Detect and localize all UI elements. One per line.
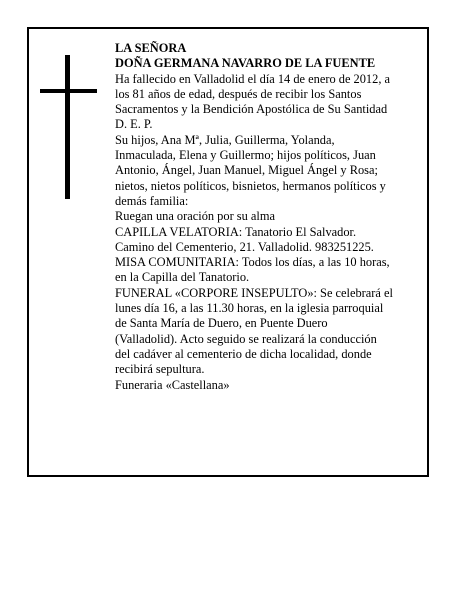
body-line: Funeraria «Castellana»: [115, 377, 230, 392]
body-line: MISA COMUNITARIA: Todos los días, a las 10 horas,: [115, 255, 390, 270]
body-line: nietos, nietos políticos, bisnietos, hermanos políticos y: [115, 178, 386, 193]
body-line: Ruegan una oración por su alma: [115, 209, 275, 224]
body-line: del cadáver al cementerio de dicha localidad, donde: [115, 346, 372, 361]
body-line: Sacramentos y la Bendición Apostólica de Su Santidad: [115, 102, 388, 117]
body-line: (Valladolid). Acto seguido se realizará la conducción: [115, 331, 377, 346]
notice-heading: LA SEÑORA: [115, 41, 187, 55]
cross-icon: [40, 55, 97, 199]
body-line: demás familia:: [115, 193, 189, 208]
body-line: Inmaculada, Elena y Guillermo; hijos políticos, Juan: [115, 148, 376, 163]
body-line: Ha fallecido en Valladolid el día 14 de enero de 2012, a: [115, 71, 391, 86]
body-line: Antonio, Ángel, Juan Manuel, Miguel Ángel y Rosa;: [115, 163, 378, 178]
body-line: CAPILLA VELATORIA: Tanatorio El Salvador.: [115, 224, 357, 239]
body-line: los 81 años de edad, después de recibir los Santos: [115, 86, 362, 101]
body-line: recibirá sepultura.: [115, 362, 205, 377]
notice-text: [115, 41, 427, 393]
cross-horizontal-bar: [40, 89, 97, 93]
body-line: lunes día 16, a las 11.30 horas, en la iglesia parroquial: [115, 301, 384, 316]
deceased-name: DOÑA GERMANA NAVARRO DE LA FUENTE: [115, 56, 376, 71]
body-line: en la Capilla del Tanatorio.: [115, 270, 250, 285]
body-line: Su hijos, Ana Mª, Julia, Guillerma, Yolanda,: [115, 132, 335, 147]
obituary-notice: [27, 27, 429, 477]
body-line: D. E. P.: [115, 117, 153, 132]
body-line: de Santa María de Duero, en Puente Duero: [115, 316, 328, 331]
body-line: Camino del Cementerio, 21. Valladolid. 983251225.: [115, 239, 374, 254]
body-line: FUNERAL «CORPORE INSEPULTO»: Se celebrará el: [115, 285, 393, 300]
cross-vertical-bar: [65, 55, 70, 199]
